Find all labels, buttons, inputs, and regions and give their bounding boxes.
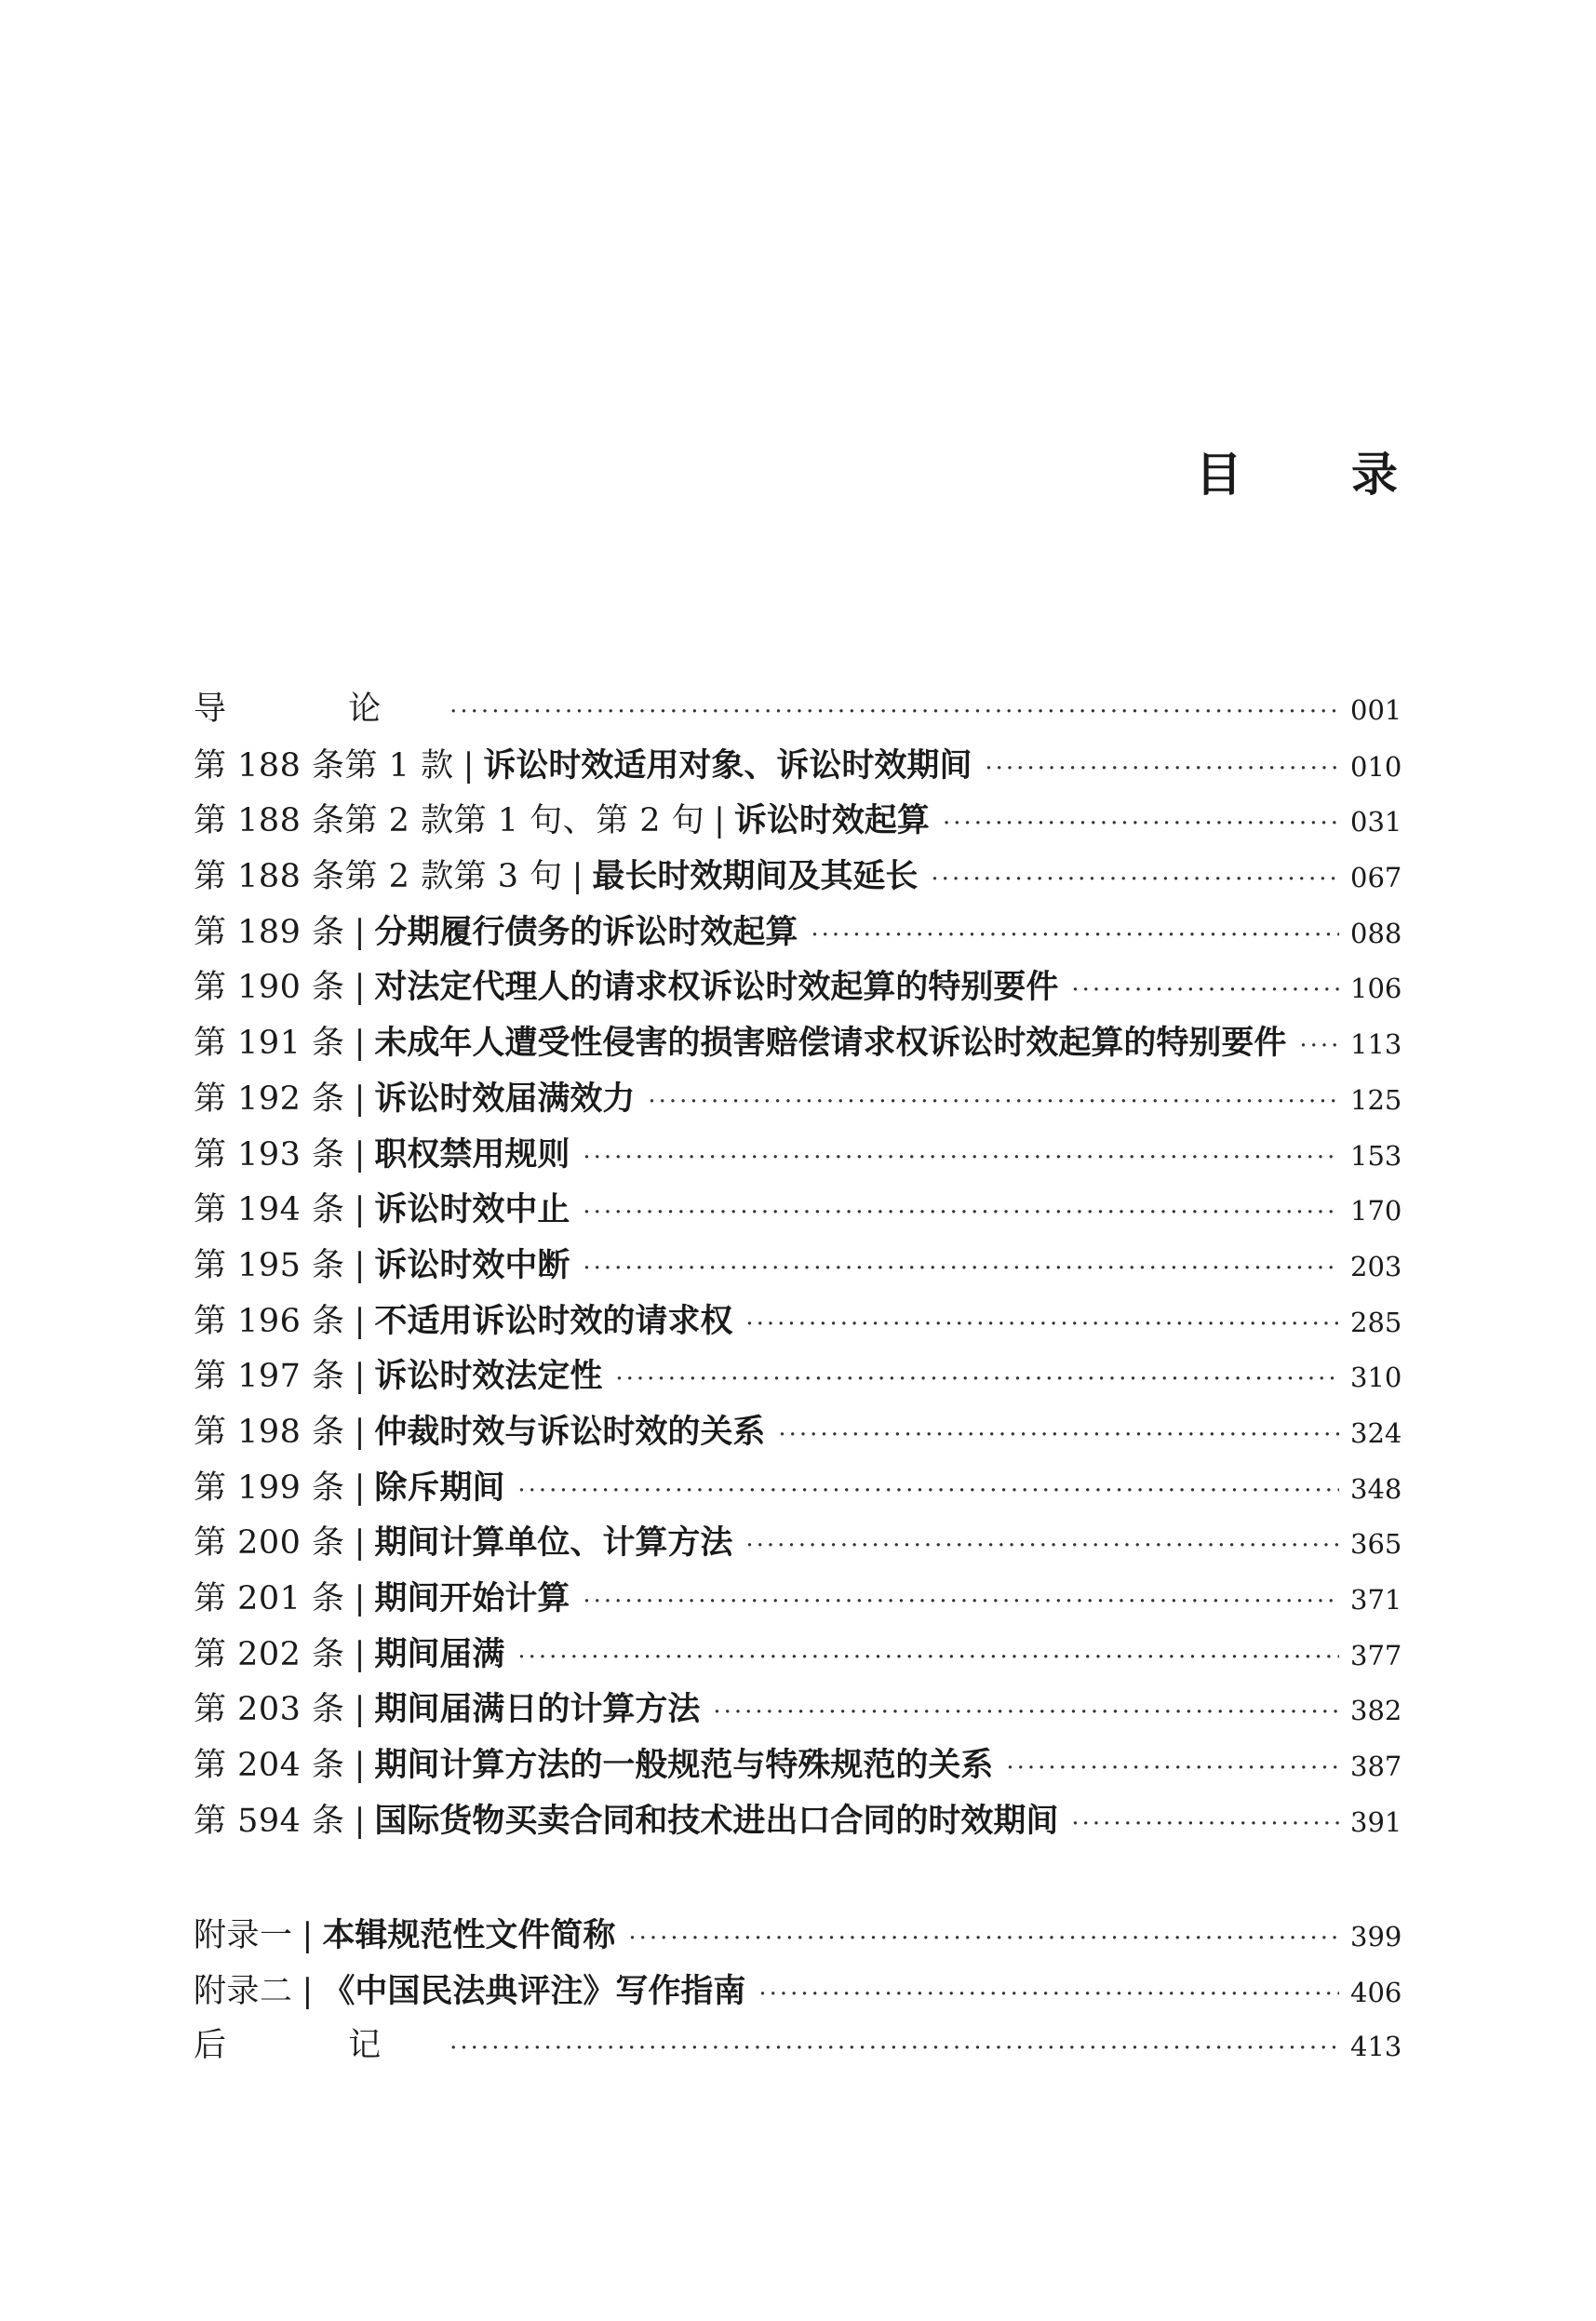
toc-entry-page-number: 113 bbox=[1350, 1028, 1402, 1061]
toc-entry-title: 诉讼时效起算 bbox=[733, 801, 930, 840]
toc-entry-page-number: 153 bbox=[1350, 1139, 1402, 1172]
toc-entry-title: 最长时效期间及其延长 bbox=[592, 857, 919, 896]
toc-entry-page-number: 324 bbox=[1350, 1416, 1402, 1449]
toc-entry-title: 分期履行债务的诉讼时效起算 bbox=[374, 912, 798, 951]
toc-entry-number: 第 201 条 bbox=[194, 1580, 345, 1617]
toc-entry-separator: | bbox=[354, 969, 366, 1007]
toc-entry-page-number: 399 bbox=[1350, 1921, 1402, 1952]
toc-entry-page-number: 365 bbox=[1350, 1528, 1402, 1561]
toc-entry-separator: | bbox=[354, 1524, 366, 1563]
toc-entry-separator: | bbox=[354, 1580, 366, 1617]
toc-entry-page-number: 170 bbox=[1350, 1195, 1402, 1228]
toc-entry-leader-dots bbox=[778, 1408, 1339, 1464]
toc-entry-number: 第 196 条 bbox=[194, 1302, 345, 1340]
toc-entry-title: 本辑规范性文件简称 bbox=[322, 1916, 616, 1954]
toc-entry-leader-dots bbox=[628, 1912, 1339, 1967]
toc-entry-separator: | bbox=[714, 802, 725, 840]
toc-entry bbox=[194, 1127, 1402, 1183]
toc-entry-number: 导 论 bbox=[194, 691, 437, 728]
toc-entry-leader-dots bbox=[449, 685, 1339, 741]
toc-entry-title: 除斥期间 bbox=[374, 1468, 505, 1507]
toc-entry-number: 附录二 bbox=[194, 1972, 293, 2010]
toc-entry-leader-dots bbox=[811, 908, 1339, 964]
toc-entry-title: 《中国民法典评注》写作指南 bbox=[322, 1971, 746, 2010]
toc-entry-title: 诉讼时效中止 bbox=[374, 1190, 570, 1229]
toc-entry-page-number: 106 bbox=[1350, 973, 1402, 1005]
toc-main-list bbox=[194, 682, 1402, 1848]
toc-entry-separator: | bbox=[354, 913, 366, 951]
toc-entry-leader-dots bbox=[583, 1131, 1339, 1187]
toc-entry-page-number: 382 bbox=[1350, 1695, 1402, 1727]
toc-entry-leader-dots bbox=[758, 1967, 1339, 2023]
toc-entry-page-number: 031 bbox=[1350, 806, 1402, 839]
toc-entry bbox=[194, 1015, 1402, 1071]
toc-entry-leader-dots bbox=[583, 1241, 1339, 1297]
toc-entry bbox=[194, 1238, 1402, 1294]
toc-entry-title: 期间计算单位、计算方法 bbox=[374, 1523, 733, 1563]
toc-entry-page-number: 413 bbox=[1350, 2031, 1402, 2063]
toc-entry bbox=[194, 1571, 1402, 1627]
toc-entry-title: 诉讼时效适用对象、诉讼时效期间 bbox=[483, 745, 972, 785]
toc-entry-title: 诉讼时效法定性 bbox=[374, 1357, 603, 1396]
toc-entry-page-number: 285 bbox=[1350, 1306, 1402, 1338]
toc-entry bbox=[194, 682, 1402, 738]
toc-entry-leader-dots bbox=[449, 2021, 1339, 2077]
toc-entry-title: 对法定代理人的请求权诉讼时效起算的特别要件 bbox=[374, 968, 1059, 1007]
toc-entry-separator: | bbox=[571, 858, 583, 896]
toc-entry-number: 第 202 条 bbox=[194, 1635, 345, 1673]
toc-entry-page-number: 348 bbox=[1350, 1472, 1402, 1505]
toc-entry-separator: | bbox=[463, 746, 475, 785]
toc-entry-number: 附录一 bbox=[194, 1917, 293, 1954]
toc-entry-title: 期间届满 bbox=[374, 1634, 505, 1673]
toc-entry-page-number: 371 bbox=[1350, 1584, 1402, 1616]
toc-entry-leader-dots bbox=[943, 797, 1339, 852]
toc-entry-title: 诉讼时效届满效力 bbox=[374, 1079, 636, 1118]
toc-entry-title: 未成年人遭受性侵害的损害赔偿请求权诉讼时效起算的特别要件 bbox=[374, 1024, 1287, 1063]
toc-entry-page-number: 001 bbox=[1350, 694, 1402, 726]
toc-entry-separator: | bbox=[354, 1191, 366, 1229]
toc-entry-separator: | bbox=[354, 1469, 366, 1507]
toc-entry-leader-dots bbox=[615, 1352, 1339, 1408]
toc-entry-number: 第 188 条第 2 款第 3 句 bbox=[194, 858, 563, 896]
toc-entry-separator: | bbox=[354, 1246, 366, 1284]
toc-entry-title: 不适用诉讼时效的请求权 bbox=[374, 1301, 733, 1340]
toc-entry-separator: | bbox=[354, 1635, 366, 1673]
toc-entry-number: 第 594 条 bbox=[194, 1802, 345, 1840]
toc-entry-leader-dots bbox=[1006, 1741, 1339, 1797]
toc-entry-separator: | bbox=[302, 1972, 314, 2010]
toc-entry-number: 第 199 条 bbox=[194, 1469, 345, 1507]
toc-entry bbox=[194, 905, 1402, 960]
toc-entry-leader-dots bbox=[517, 1630, 1339, 1686]
toc-entry bbox=[194, 1348, 1402, 1404]
toc-entry bbox=[194, 1460, 1402, 1516]
toc-entry-title: 诉讼时效中断 bbox=[374, 1245, 570, 1284]
toc-entry-number: 第 195 条 bbox=[194, 1246, 345, 1284]
toc-entry-number: 第 188 条第 1 款 bbox=[194, 746, 454, 785]
toc-entry bbox=[194, 1404, 1402, 1460]
toc-entry-leader-dots bbox=[931, 852, 1339, 908]
toc-entry-number: 第 197 条 bbox=[194, 1358, 345, 1396]
toc-entry bbox=[194, 1294, 1402, 1349]
toc-entry-page-number: 203 bbox=[1350, 1250, 1402, 1282]
toc-entry bbox=[194, 1682, 1402, 1737]
toc-entry-separator: | bbox=[354, 1358, 366, 1396]
toc-entry-leader-dots bbox=[713, 1685, 1339, 1741]
toc-entry bbox=[194, 1071, 1402, 1127]
toc-entry-title: 仲裁时效与诉讼时效的关系 bbox=[374, 1412, 766, 1451]
toc-entry-leader-dots bbox=[517, 1464, 1339, 1520]
toc-entry-page-number: 088 bbox=[1350, 917, 1402, 949]
toc-entry-separator: | bbox=[354, 1135, 366, 1174]
toc-entry-page-number: 377 bbox=[1350, 1639, 1402, 1671]
toc-entry-number: 第 203 条 bbox=[194, 1691, 345, 1729]
toc-entry bbox=[194, 959, 1402, 1015]
toc-entry-page-number: 067 bbox=[1350, 862, 1402, 894]
toc-entry bbox=[194, 1627, 1402, 1683]
toc-entry-leader-dots bbox=[1071, 1797, 1339, 1853]
toc-entry-page-number: 125 bbox=[1350, 1083, 1402, 1116]
toc-entry-title: 国际货物买卖合同和技术进出口合同的时效期间 bbox=[374, 1801, 1059, 1840]
toc-entry-number: 第 191 条 bbox=[194, 1025, 345, 1063]
toc-entry-leader-dots bbox=[1071, 963, 1339, 1019]
toc-entry-number: 第 190 条 bbox=[194, 969, 345, 1007]
toc-entry-number: 第 198 条 bbox=[194, 1413, 345, 1451]
toc-entry-leader-dots bbox=[583, 1186, 1339, 1241]
toc-entry bbox=[194, 793, 1402, 849]
toc-entry-number: 第 188 条第 2 款第 1 句、第 2 句 bbox=[194, 802, 705, 840]
toc-entry-separator: | bbox=[354, 1302, 366, 1340]
toc-entry-number: 第 200 条 bbox=[194, 1524, 345, 1563]
toc-entry-page-number: 010 bbox=[1350, 750, 1402, 783]
toc-entry-leader-dots bbox=[583, 1575, 1339, 1630]
toc-entry-title: 职权禁用规则 bbox=[374, 1134, 570, 1174]
toc-entry-leader-dots bbox=[745, 1519, 1339, 1575]
toc-entry bbox=[194, 738, 1402, 794]
toc-entry-title: 期间届满日的计算方法 bbox=[374, 1690, 701, 1729]
toc-entry-separator: | bbox=[354, 1413, 366, 1451]
toc-entry bbox=[194, 1737, 1402, 1793]
toc-entry-leader-dots bbox=[985, 742, 1339, 798]
toc-entry-number: 第 193 条 bbox=[194, 1135, 345, 1174]
toc-entry-separator: | bbox=[354, 1747, 366, 1785]
toc-entry-separator: | bbox=[302, 1917, 314, 1954]
toc-entry bbox=[194, 849, 1402, 905]
toc-entry bbox=[194, 1793, 1402, 1849]
toc-entry-separator: | bbox=[354, 1802, 366, 1840]
toc-entry bbox=[194, 1964, 1402, 2019]
toc-entry-title: 期间计算方法的一般规范与特殊规范的关系 bbox=[374, 1746, 994, 1785]
toc-entry-number: 第 192 条 bbox=[194, 1080, 345, 1118]
toc-entry-number: 第 189 条 bbox=[194, 913, 345, 951]
toc-entry-leader-dots bbox=[1299, 1019, 1339, 1075]
toc-entry-separator: | bbox=[354, 1025, 366, 1063]
toc-entry-separator: | bbox=[354, 1691, 366, 1729]
toc-entry-title: 期间开始计算 bbox=[374, 1579, 570, 1617]
toc-entry-number: 第 204 条 bbox=[194, 1747, 345, 1785]
toc-entry bbox=[194, 1908, 1402, 1964]
toc-entry-page-number: 387 bbox=[1350, 1751, 1402, 1783]
toc-entry bbox=[194, 1182, 1402, 1238]
toc-entry bbox=[194, 1515, 1402, 1571]
toc-entry bbox=[194, 2019, 1402, 2074]
toc-entry-leader-dots bbox=[745, 1297, 1339, 1353]
toc-entry-separator: | bbox=[354, 1080, 366, 1118]
toc-entry-number: 后 记 bbox=[194, 2027, 437, 2065]
page-title: 目 录 bbox=[1195, 447, 1444, 502]
toc-entry-page-number: 406 bbox=[1350, 1976, 1402, 2008]
toc-appendix-list bbox=[194, 1908, 1402, 2074]
toc-entry-page-number: 391 bbox=[1350, 1805, 1402, 1838]
toc-entry-leader-dots bbox=[648, 1075, 1339, 1131]
toc-entry-number: 第 194 条 bbox=[194, 1191, 345, 1229]
toc-entry-page-number: 310 bbox=[1350, 1362, 1402, 1394]
